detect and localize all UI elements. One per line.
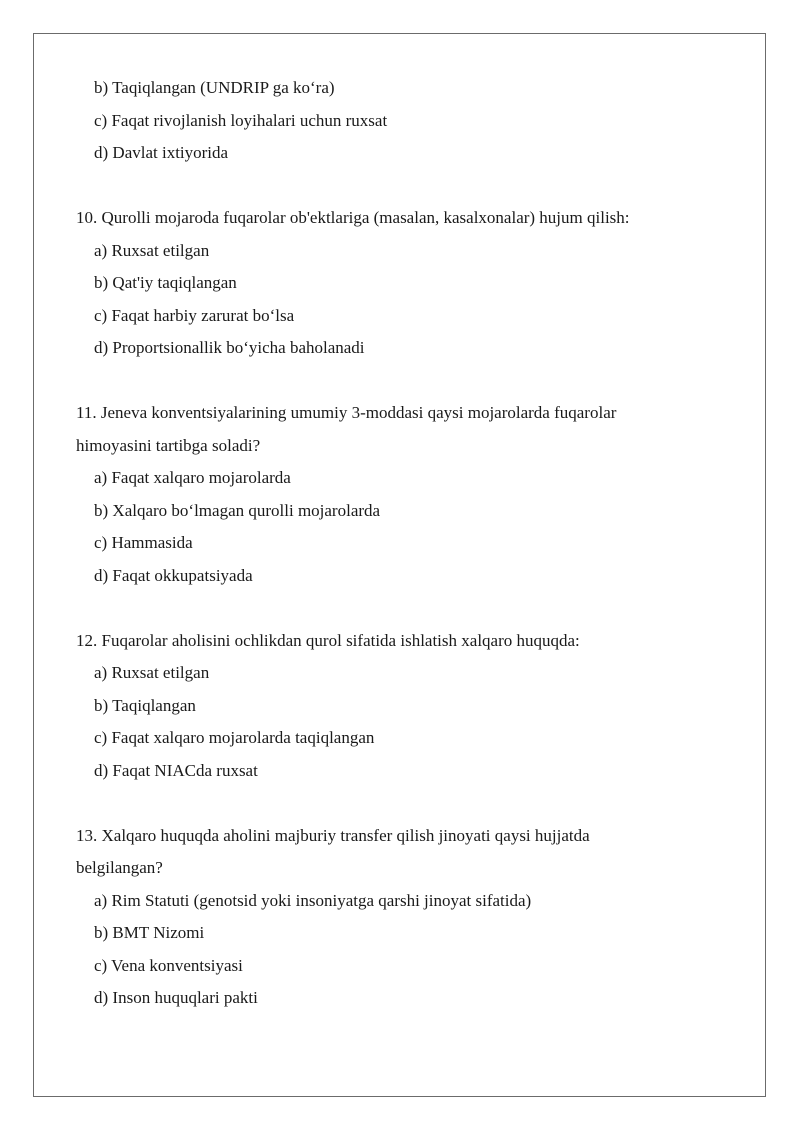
option-c: c) Vena konventsiyasi [94, 955, 243, 975]
option-b: b) BMT Nizomi [94, 923, 205, 942]
option-d: d) Inson huquqlari pakti [94, 988, 258, 1007]
question-12 [76, 625, 736, 788]
question-10 [76, 202, 736, 365]
document-content [76, 72, 736, 1047]
option-a: a) Ruxsat etilgan [94, 663, 210, 682]
option-d: d) Davlat ixtiyorida [94, 143, 229, 162]
option-c: c) Faqat harbiy zarurat bo‘lsa [94, 305, 295, 325]
option-b: b) Qat'iy taqiqlangan [94, 273, 237, 292]
option-a: a) Rim Statuti (genotsid yoki insoniyatga qarshi jinoyat sifatida) [94, 890, 532, 910]
option-a: a) Faqat xalqaro mojarolarda [94, 468, 291, 487]
question-text: 13. Xalqaro huquqda aholini majburiy transfer qilish jinoyati qaysi hujjatda [76, 825, 590, 845]
option-b: b) Taqiqlangan [94, 695, 196, 715]
option-c: c) Hammasida [94, 533, 193, 552]
question-text: 12. Fuqarolar aholisini ochlikdan qurol sifatida ishlatish xalqaro huquqda: [76, 630, 580, 650]
question-text: 11. Jeneva konventsiyalarining umumiy 3-moddasi qaysi mojarolarda fuqarolar [76, 403, 617, 422]
option-d: d) Faqat okkupatsiyada [94, 565, 253, 585]
option-c: c) Faqat rivojlanish loyihalari uchun ruxsat [94, 110, 388, 130]
question-9-continuation [76, 72, 736, 170]
question-text-continued: himoyasini tartibga soladi? [76, 435, 261, 455]
option-d: d) Proportsionallik bo‘yicha baholanadi [94, 338, 365, 357]
question-text: 10. Qurolli mojaroda fuqarolar ob'ektlariga (masalan, kasalxonalar) hujum qilish: [76, 208, 630, 227]
option-b: b) Taqiqlangan (UNDRIP ga ko‘ra) [94, 78, 335, 97]
option-a: a) Ruxsat etilgan [94, 240, 210, 260]
option-b: b) Xalqaro bo‘lmagan qurolli mojarolarda [94, 500, 381, 520]
option-d: d) Faqat NIACda ruxsat [94, 760, 258, 780]
option-c: c) Faqat xalqaro mojarolarda taqiqlangan [94, 728, 375, 747]
question-11 [76, 397, 736, 592]
question-13 [76, 820, 736, 1015]
question-text-continued: belgilangan? [76, 858, 163, 877]
